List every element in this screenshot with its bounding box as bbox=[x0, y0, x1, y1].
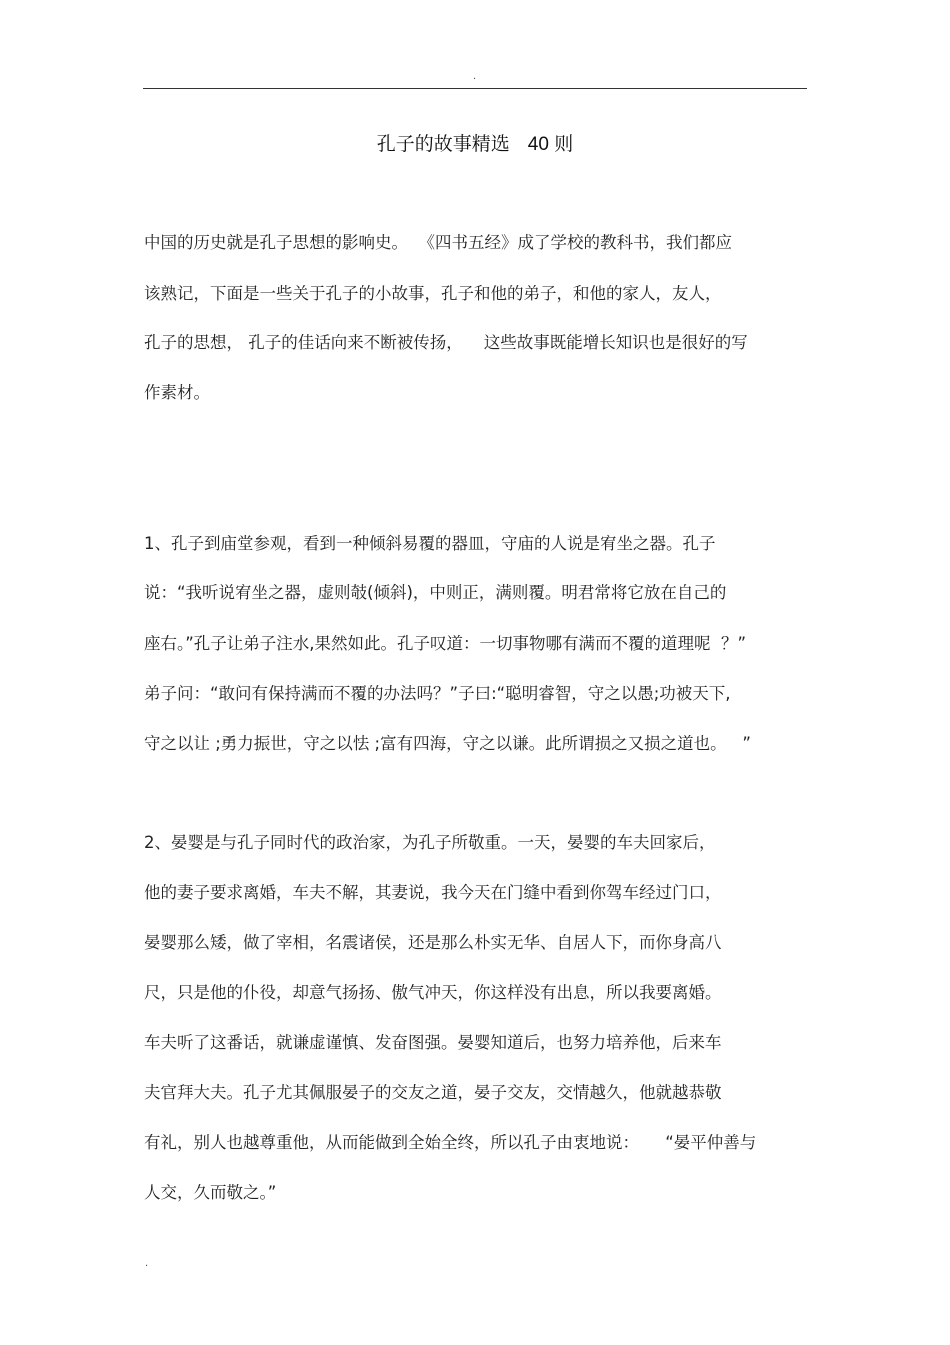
header-rule bbox=[143, 88, 807, 89]
story-1-line: 守之以让 ;勇力振世，守之以怯 ;富有四海，守之以谦。此所谓损之又损之道也。 ” bbox=[144, 734, 751, 753]
header-mark: . bbox=[473, 71, 477, 82]
story-1-line: 弟子问：“敢问有保持满而不覆的办法吗？”子曰:“聪明睿智，守之以愚;功被天下, bbox=[144, 684, 731, 703]
story-2-line: 他的妻子要求离婚，车夫不解，其妻说，我今天在门缝中看到你驾车经过门口， bbox=[144, 883, 722, 902]
title-count: 40 则 bbox=[527, 134, 574, 155]
story-1-line: 说：“我听说宥坐之器，虚则攲(倾斜)，中则正，满则覆。明君常将它放在自己的 bbox=[144, 583, 727, 602]
title-text: 孔子的故事精选 bbox=[376, 133, 510, 155]
footer-mark: . bbox=[145, 1258, 149, 1269]
story-2-line: 夫官拜大夫。孔子尤其佩服晏子的交友之道，晏子交友，交情越久，他就越恭敬 bbox=[144, 1083, 722, 1102]
intro-line: 孔子的思想， 孔子的佳话向来不断被传扬， 这些故事既能增长知识也是很好的写 bbox=[144, 333, 748, 352]
story-2-line: 有礼，别人也越尊重他，从而能做到全始全终，所以孔子由衷地说： “晏平仲善与 bbox=[144, 1133, 757, 1152]
story-2-line: 2、晏婴是与孔子同时代的政治家，为孔子所敬重。一天，晏婴的车夫回家后， bbox=[144, 833, 716, 852]
story-2-line: 晏婴那么矮，做了宰相，名震诸侯，还是那么朴实无华、自居人下，而你身高八 bbox=[144, 933, 722, 952]
story-1-line: 1、孔子到庙堂参观，看到一种倾斜易覆的器皿，守庙的人说是宥坐之器。孔子 bbox=[144, 534, 716, 553]
story-1-line: 座右。”孔子让弟子注水,果然如此。孔子叹道：一切事物哪有满而不覆的道理呢 ？” bbox=[144, 634, 747, 653]
story-2-line: 车夫听了这番话，就谦虚谨慎、发奋图强。晏婴知道后，也努力培养他，后来车 bbox=[144, 1033, 722, 1052]
story-2-line: 尺，只是他的仆役，却意气扬扬、傲气冲天，你这样没有出息，所以我要离婚。 bbox=[144, 983, 722, 1002]
intro-line: 中国的历史就是孔子思想的影响史。 《四书五经》成了学校的教科书，我们都应 bbox=[144, 233, 732, 252]
intro-line: 该熟记，下面是一些关于孔子的小故事，孔子和他的弟子，和他的家人，友人， bbox=[144, 284, 722, 303]
page-title bbox=[0, 131, 950, 158]
story-2-line: 人交，久而敬之。” bbox=[144, 1183, 277, 1202]
intro-line: 作素材。 bbox=[144, 383, 210, 402]
